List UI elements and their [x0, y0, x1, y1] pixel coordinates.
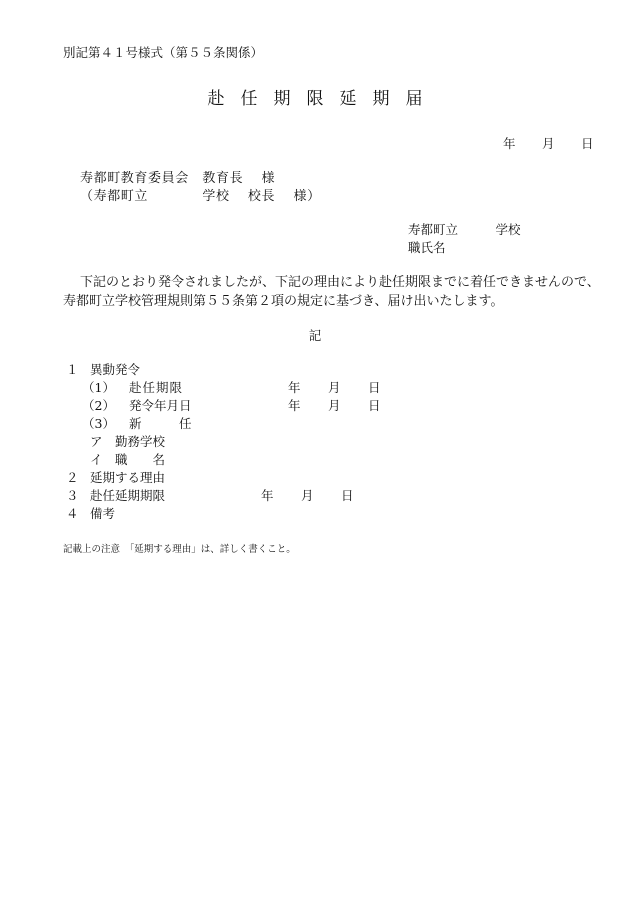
- form-number: 別記第４１号様式（第５５条関係）: [63, 45, 264, 60]
- item-1-2-label: 発令年月日: [129, 398, 192, 413]
- item-1-1-year: 年: [288, 380, 301, 395]
- item-1-label: 異動発令: [90, 362, 141, 377]
- addressee-board-of-education: 寿都町教育委員会 教育長 様: [80, 171, 276, 186]
- item-4-label: 備考: [90, 506, 116, 521]
- item-1-3-b-label: イ 職 名: [90, 452, 166, 467]
- filling-note: 記載上の注意 「延期する理由」は、詳しく書くこと。: [63, 544, 296, 555]
- item-2-label: 延期する理由: [90, 470, 166, 485]
- item-3-label: 赴任延期期限: [90, 488, 166, 503]
- item-3-day: 日: [341, 488, 354, 503]
- item-3-month: 月: [301, 488, 314, 503]
- item-1-1-label: 赴任期限: [129, 380, 184, 395]
- item-1-number: １: [66, 362, 79, 377]
- addressee-principal: （寿都町立 学校 校長 様）: [80, 189, 321, 204]
- item-3-number: ３: [66, 488, 79, 503]
- item-1-3-label: 新 任: [129, 416, 192, 431]
- item-2-number: ２: [66, 470, 79, 485]
- item-1-2-day: 日: [368, 398, 381, 413]
- date-day-label: 日: [581, 136, 594, 151]
- document-title: 赴任期限延期届: [207, 89, 439, 109]
- item-1-1-month: 月: [328, 380, 341, 395]
- item-4-number: ４: [66, 506, 79, 521]
- item-1-1-number: （1）: [82, 380, 115, 395]
- item-1-2-month: 月: [328, 398, 341, 413]
- date-month-label: 月: [542, 136, 555, 151]
- sender-name: 職氏名: [408, 240, 446, 255]
- item-1-2-number: （2）: [82, 398, 115, 413]
- item-1-2-year: 年: [288, 398, 301, 413]
- ki-heading: 記: [308, 328, 322, 343]
- item-3-year: 年: [261, 488, 274, 503]
- body-text-line-1: 下記のとおり発令されましたが、下記の理由により赴任期限までに着任できませんので、: [80, 275, 600, 290]
- item-1-3-a-label: ア 勤務学校: [90, 434, 166, 449]
- body-text-line-2: 寿都町立学校管理規則第５５条第２項の規定に基づき、届け出いたします。: [63, 294, 504, 309]
- date-year-label: 年: [503, 136, 516, 151]
- item-1-1-day: 日: [368, 380, 381, 395]
- sender-school: 寿都町立 学校: [408, 222, 521, 237]
- item-1-3-number: （3）: [82, 416, 115, 431]
